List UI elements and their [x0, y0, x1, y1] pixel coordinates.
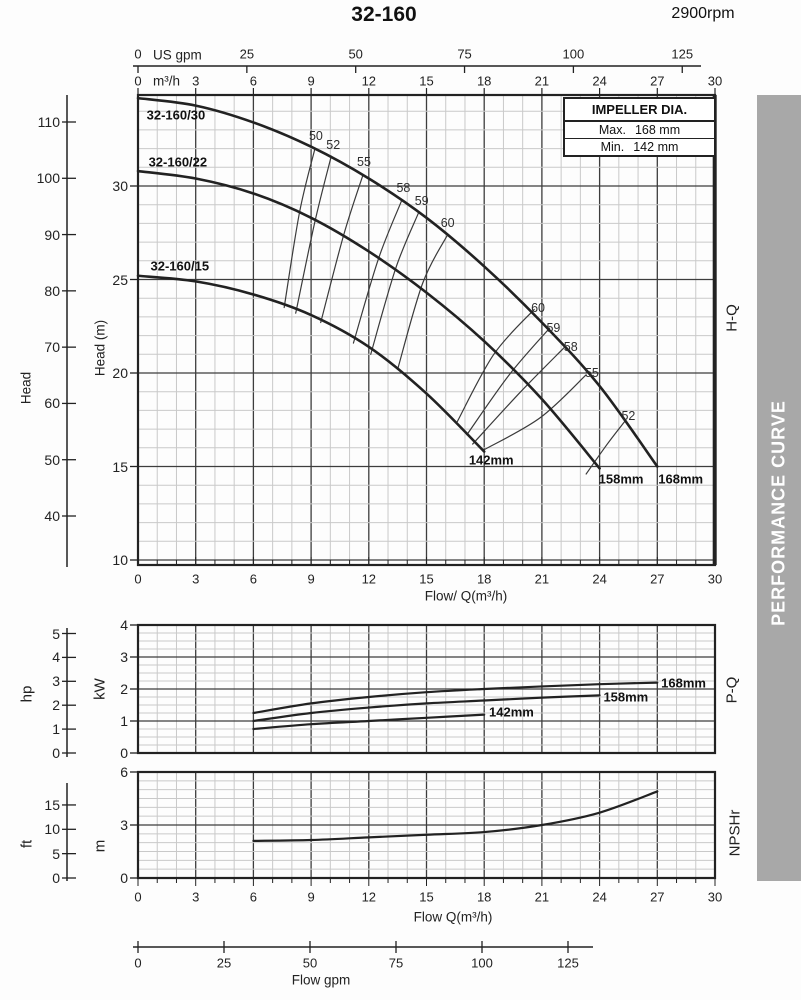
hp-axis-title: hp: [18, 685, 36, 703]
head-m-tick: 10: [112, 552, 128, 568]
ft-tick: 10: [44, 821, 60, 838]
head-ft-tick: 60: [44, 395, 60, 412]
efficiency-label: 55: [584, 366, 599, 380]
nps-x-tick: 21: [534, 889, 550, 905]
page-title: 32-160: [351, 3, 417, 26]
nps-x-tick: 6: [249, 889, 258, 905]
m3h-tick: 0: [134, 73, 142, 89]
us-gpm-tick: 0: [134, 46, 142, 62]
efficiency-label: 58: [396, 180, 411, 195]
nps-x-tick: 12: [361, 889, 377, 905]
m3h-tick: 18: [476, 73, 492, 89]
hq-x-tick: 27: [650, 571, 665, 587]
efficiency-label: 52: [621, 409, 636, 423]
head-ft-tick: 100: [36, 170, 60, 187]
impeller-dia-box: [563, 97, 716, 157]
m3h-tick: 27: [650, 73, 665, 89]
head-m-tick: 15: [112, 458, 128, 475]
nps-x-tick: 24: [592, 889, 607, 905]
head-ft-tick: 70: [44, 339, 60, 356]
impeller-size-label: 158mm: [598, 471, 644, 487]
gpm-tick: 0: [134, 955, 142, 971]
pq-curve-label: 168mm: [661, 675, 706, 691]
performance-curve-banner-text: PERFORMANCE CURVE: [768, 400, 789, 626]
pq-curve-label: 158mm: [603, 689, 649, 705]
m3h-axis-label: m³/h: [153, 73, 180, 89]
hp-tick: 4: [52, 649, 60, 666]
hq-x-tick: 9: [307, 571, 315, 587]
gpm-tick: 100: [471, 955, 493, 971]
curve: [296, 156, 332, 313]
us-gpm-tick: 125: [671, 46, 694, 62]
gpm-tick: 25: [216, 955, 232, 971]
gpm-axis-title: Flow gpm: [291, 972, 351, 988]
kw-tick: 0: [120, 745, 128, 761]
head-m-tick: 20: [112, 365, 128, 381]
impeller-max-value: 168 mm: [634, 123, 681, 137]
gpm-tick: 75: [388, 955, 404, 971]
ft-tick: 5: [52, 845, 60, 862]
m3h-tick: 6: [249, 73, 258, 89]
hp-tick: 1: [52, 721, 60, 738]
hq-x-tick: 6: [249, 571, 258, 587]
us-gpm-tick: 75: [457, 46, 472, 62]
nps-x-axis-title: Flow Q(m³/h): [413, 909, 493, 925]
hq-curve-label: 32-160/22: [148, 154, 208, 170]
head-ft-tick: 110: [37, 114, 60, 130]
hq-x-tick: 21: [534, 571, 550, 587]
nps-x-tick: 9: [307, 889, 315, 905]
ft-axis-title: ft: [18, 839, 36, 849]
section-label-npshr: NPSHr: [726, 809, 744, 857]
nps-x-tick: 30: [707, 889, 723, 905]
ft-tick: 0: [52, 870, 60, 886]
hq-x-tick: 15: [419, 571, 434, 587]
efficiency-label: 50: [308, 128, 323, 143]
m3h-tick: 12: [361, 73, 377, 89]
hq-curve-label: 32-160/30: [146, 107, 206, 123]
hq-x-tick: 12: [361, 571, 377, 587]
m-tick: 0: [120, 870, 128, 886]
hq-x-axis-title: Flow/ Q(m³/h): [424, 588, 508, 604]
efficiency-label: 58: [563, 339, 578, 354]
impeller-size-label: 168mm: [658, 471, 704, 487]
impeller-max-label: Max.: [598, 123, 626, 137]
hq-curve-label: 32-160/15: [150, 258, 210, 274]
kw-tick: 2: [120, 681, 128, 697]
curve: [371, 212, 419, 354]
kw-axis-title: kW: [91, 678, 109, 700]
efficiency-label: 60: [440, 216, 455, 231]
nps-x-tick: 27: [650, 889, 665, 905]
head-m-tick: 30: [112, 178, 128, 194]
m3h-tick: 9: [307, 73, 315, 89]
hq-x-tick: 30: [707, 571, 723, 587]
m3h-tick: 15: [419, 73, 434, 89]
rpm-label: 2900rpm: [671, 5, 735, 22]
efficiency-label: 59: [414, 193, 429, 208]
efficiency-label: 59: [546, 321, 561, 336]
hp-tick: 5: [52, 625, 60, 642]
m-axis-title: m: [91, 839, 109, 853]
impeller-min-label: Min.: [600, 140, 625, 154]
kw-tick: 1: [120, 713, 128, 729]
m3h-tick: 21: [534, 73, 550, 89]
curve: [467, 328, 550, 435]
us-gpm-tick: 50: [348, 46, 363, 62]
hp-tick: 3: [52, 673, 60, 690]
head-ft-tick: 90: [44, 226, 60, 243]
head-m-axis-title: Head (m): [92, 319, 108, 377]
kw-tick: 4: [120, 617, 128, 633]
impeller-dia-title: IMPELLER DIA.: [565, 99, 714, 122]
head-m-tick: 25: [112, 271, 128, 288]
nps-x-tick: 0: [134, 889, 142, 905]
m-tick: 6: [120, 763, 128, 780]
head-ft-tick: 40: [44, 508, 60, 524]
section-label-hq: H-Q: [723, 304, 741, 332]
us-gpm-tick: 100: [562, 46, 585, 62]
impeller-max-row: [565, 122, 714, 138]
ft-tick: 15: [44, 796, 60, 813]
m3h-tick: 3: [192, 73, 200, 89]
hq-x-tick: 0: [134, 571, 142, 587]
kw-tick: 3: [120, 649, 128, 665]
section-label-pq: P-Q: [723, 676, 741, 704]
hq-x-tick: 24: [592, 571, 607, 587]
hq-x-tick: 3: [192, 571, 200, 587]
impeller-size-label: 142mm: [468, 452, 514, 468]
hp-tick: 2: [52, 697, 60, 714]
performance-curve-banner: [757, 95, 801, 881]
efficiency-label: 60: [531, 300, 545, 315]
efficiency-label: 55: [357, 154, 371, 169]
curve: [284, 149, 315, 308]
impeller-min-value: 142 mm: [633, 140, 679, 154]
us-gpm-tick: 25: [239, 46, 255, 62]
head-ft-tick: 50: [44, 451, 60, 468]
head-axis-title: Head: [18, 371, 34, 405]
nps-x-tick: 18: [476, 889, 492, 905]
m3h-tick: 30: [707, 73, 723, 89]
pq-curve-label: 142mm: [489, 704, 534, 720]
gpm-tick: 50: [302, 955, 318, 971]
nps-x-tick: 3: [192, 889, 200, 905]
curve: [321, 175, 363, 323]
curve: [484, 375, 586, 450]
nps-x-tick: 15: [419, 889, 434, 905]
us-gpm-axis-label: US gpm: [153, 47, 202, 63]
hp-tick: 0: [52, 745, 60, 761]
impeller-min-row: [565, 138, 714, 155]
m-tick: 3: [120, 816, 128, 833]
efficiency-label: 52: [326, 137, 341, 152]
hq-x-tick: 18: [476, 571, 492, 587]
m3h-tick: 24: [592, 73, 607, 89]
gpm-tick: 125: [557, 955, 579, 971]
head-ft-tick: 80: [44, 282, 60, 299]
curve: [253, 683, 657, 713]
